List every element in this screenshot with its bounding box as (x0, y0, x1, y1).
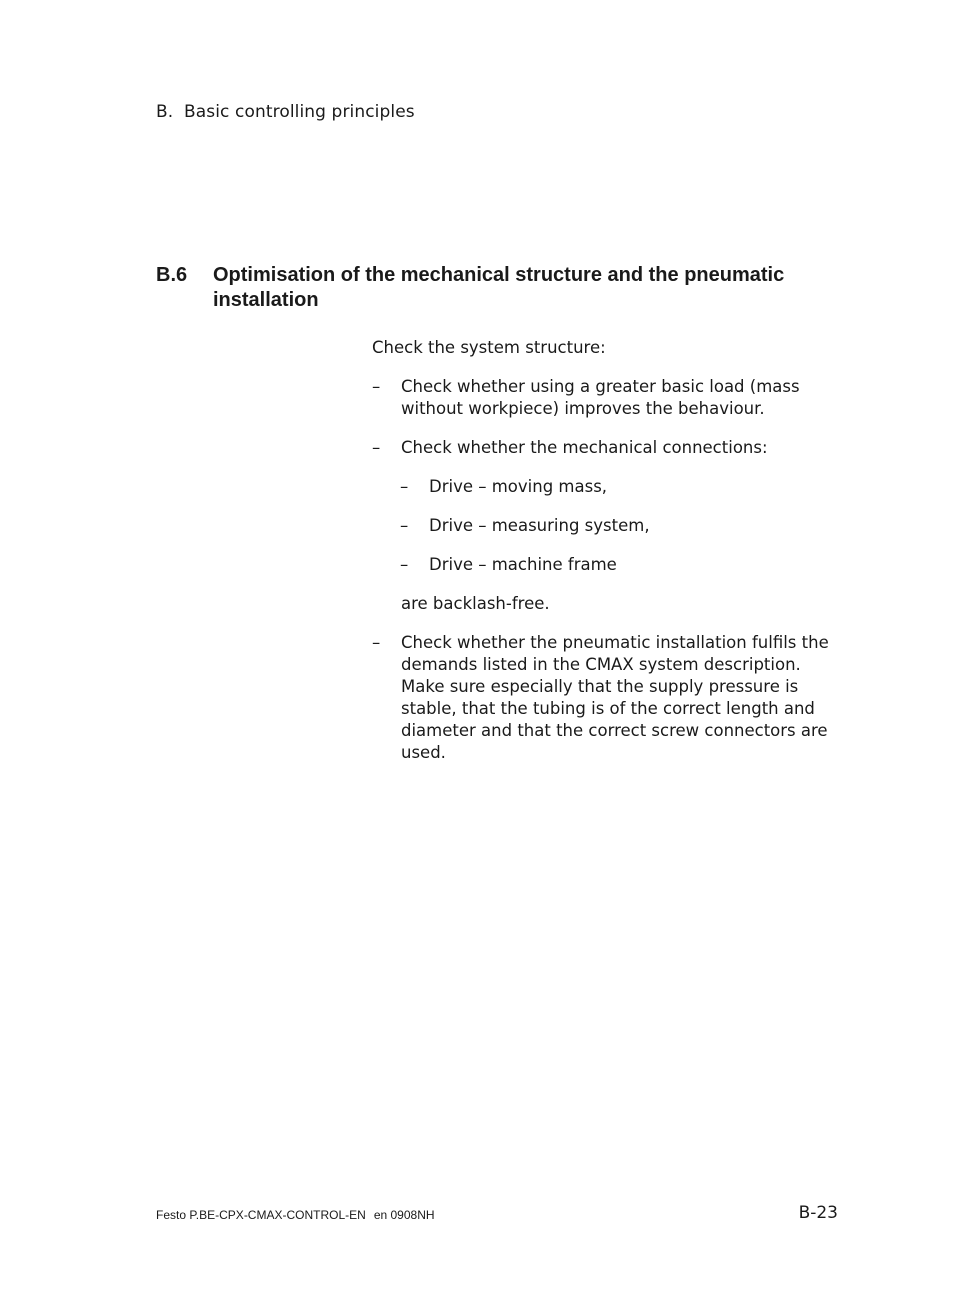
page-number: B-23 (798, 1203, 838, 1223)
footer-document-info (156, 1208, 435, 1222)
dash-marker: – (372, 633, 381, 652)
section-number: B.6 (156, 264, 188, 286)
running-header (156, 102, 415, 122)
header-chapter-title: Basic controlling principles (184, 102, 415, 122)
dash-marker: – (372, 438, 381, 457)
list-item-text: Check whether using a greater basic load (mass without workpiece) improves the behaviour. (401, 377, 800, 418)
list-item (372, 437, 842, 459)
after-sublist-text: are backlash-free. (401, 594, 550, 613)
section-body (372, 337, 842, 764)
sub-list-item-text: Drive – moving mass, (429, 477, 608, 496)
dash-marker: – (372, 377, 381, 396)
footer-version: en 0908NH (373, 1208, 435, 1222)
sub-list-item (372, 476, 842, 498)
sub-list-item (372, 515, 842, 537)
section-heading (156, 263, 836, 313)
header-chapter-number: B. (156, 102, 174, 122)
dash-marker: – (400, 477, 409, 496)
list-item (372, 376, 842, 420)
sub-list-item-text: Drive – machine frame (429, 555, 617, 574)
sub-list-item-text: Drive – measuring system, (429, 516, 650, 535)
section-title: Optimisation of the mechanical structure and the pneumatic installation (213, 264, 785, 311)
sub-list-item (372, 554, 842, 576)
list-item (372, 632, 842, 764)
dash-marker: – (400, 516, 409, 535)
list-item-text: Check whether the pneumatic installation fulfils the demands listed in the CMAX system description. Make sure especially that the supply pressure is stable, that the tubing is of the correct length and diameter and that the correct screw connectors are used. (401, 633, 829, 762)
intro-paragraph: Check the system structure: (372, 338, 606, 357)
footer-doc-id: Festo P.BE-CPX-CMAX-CONTROL-EN (156, 1208, 366, 1222)
list-item-text: Check whether the mechanical connections: (401, 438, 768, 457)
dash-marker: – (400, 555, 409, 574)
